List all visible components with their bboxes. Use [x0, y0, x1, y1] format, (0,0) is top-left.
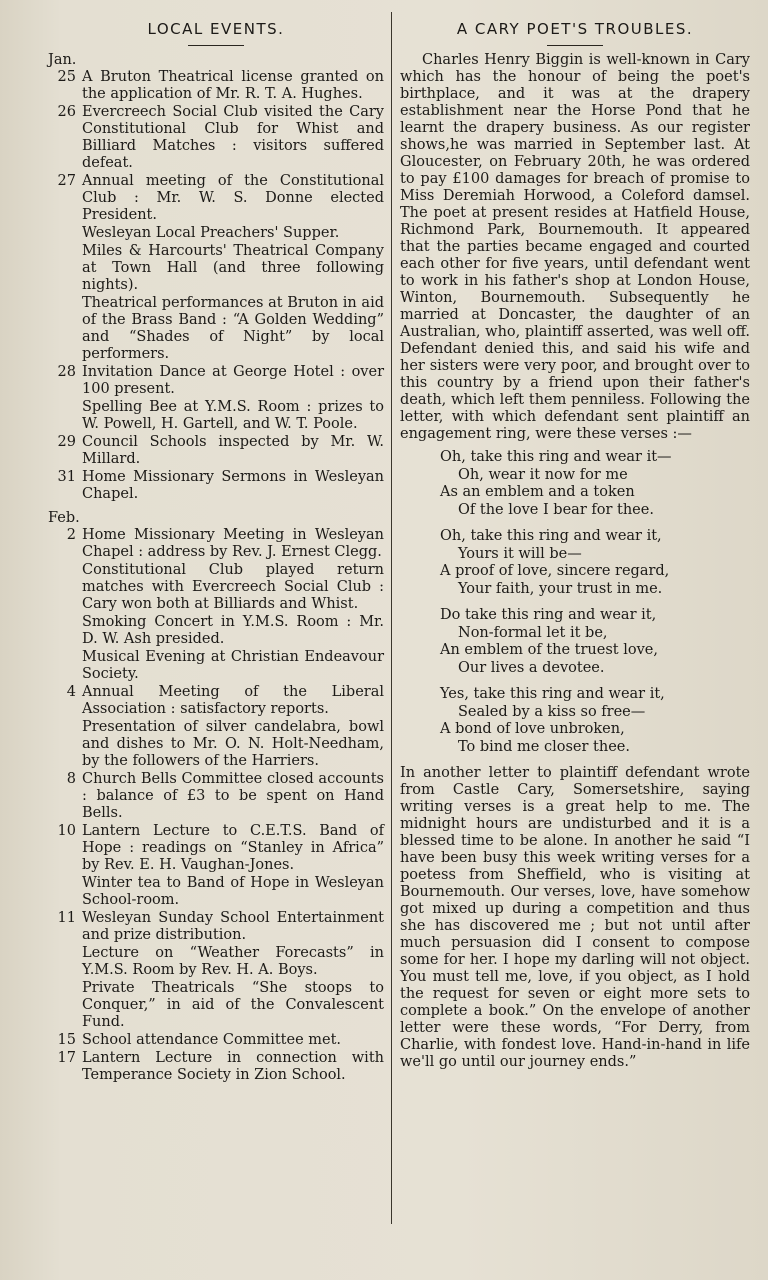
- event-entry: Wesleyan Local Preachers' Supper.: [82, 225, 340, 241]
- poem-line: Your faith, your trust in me.: [458, 580, 663, 597]
- poem-line: Yes, take this ring and wear it,: [440, 686, 665, 702]
- poem-stanza: [440, 607, 750, 677]
- day-number: 4: [66, 684, 76, 700]
- day-item: [48, 527, 384, 684]
- day-number: 11: [57, 910, 76, 926]
- event-entry: Smoking Concert in Y.M.S. Room : Mr. D. W. Ash presided.: [82, 614, 384, 647]
- day-number: 15: [57, 1032, 76, 1048]
- event-entry: Evercreech Social Club visited the Cary Constitutional Club for Whist and Billiard Matches : visitors suffered defeat.: [82, 104, 384, 171]
- day-item: [48, 104, 384, 173]
- poem-line: Yours it will be—: [458, 545, 582, 562]
- article-intro-paragraph: Charles Henry Biggin is well-known in Cary which has the honour of being the poet's birthplace, and it was at the drapery establishment near the Horse Pond that he learnt the drapery business. As our register shows,he was married in September last. At Gloucester, on February 20th, he was ordered to pay £100 damages for breach of promise to Miss Deremiah Horwood, a Coleford damsel. The poet at present resides at Hatfield House, Richmond Park, Bournemouth. It appeared that the parties became engaged and courted each other for five years, until defendant went to work in his father's shop at London House, Winton, Bournemouth. Subsequently he married at Doncaster, the daughter of an Australian, who, plaintiff asserted, was well off. Defendant denied this, and said his wife and her sisters were very poor, and brought over to this country by a friend upon their father's death, which left them penniless. Following the letter, with which defendant sent plaintiff an engagement ring, were these verses :—: [400, 52, 750, 442]
- day-number: 17: [57, 1050, 76, 1066]
- poem-line: A proof of love, sincere regard,: [440, 563, 670, 579]
- local-events-column: [48, 16, 384, 1085]
- poem-stanza: [440, 528, 750, 598]
- day-number: 25: [57, 69, 76, 85]
- day-item: [48, 684, 384, 771]
- poem-line: As an emblem and a token: [440, 484, 635, 500]
- day-number: 29: [57, 434, 76, 450]
- day-item: [48, 173, 384, 364]
- heading-rule: [188, 45, 244, 46]
- poem-line: Of the love I bear for thee.: [458, 501, 654, 518]
- day-number: 28: [57, 364, 76, 380]
- local-events-heading: LOCAL EVENTS.: [147, 20, 285, 38]
- event-entry: Lantern Lecture in connection with Temperance Society in Zion School.: [82, 1050, 384, 1083]
- month-label: Feb.: [48, 510, 80, 526]
- day-number: 2: [66, 527, 76, 543]
- day-item: [48, 771, 384, 823]
- event-entry: Wesleyan Sunday School Entertainment and prize distribution.: [82, 910, 384, 943]
- heading-rule: [547, 45, 603, 46]
- day-number: 27: [57, 173, 76, 189]
- event-entry: Home Missionary Meeting in Wesleyan Chapel : address by Rev. J. Ernest Clegg.: [82, 527, 384, 560]
- event-entry: Presentation of silver candelabra, bowl and dishes to Mr. O. N. Holt-Needham, by the followers of the Harriers.: [82, 719, 384, 769]
- event-entry: Lecture on “Weather Forecasts” in Y.M.S. Room by Rev. H. A. Boys.: [82, 945, 384, 978]
- poem-line: Do take this ring and wear it,: [440, 607, 657, 623]
- day-item: [48, 823, 384, 910]
- day-item: [48, 910, 384, 1032]
- article-body: [400, 52, 750, 1071]
- event-entry: Lantern Lecture to C.E.T.S. Band of Hope : readings on “Stanley in Africa” by Rev. E. H. Vaughan-Jones.: [82, 823, 384, 873]
- event-entry: Private Theatricals “She stoops to Conquer,” in aid of the Convalescent Fund.: [82, 980, 384, 1030]
- poem-line: Oh, take this ring and wear it—: [440, 449, 672, 465]
- event-entry: Church Bells Committee closed accounts : balance of £3 to be spent on Hand Bells.: [82, 771, 384, 821]
- day-number: 26: [57, 104, 76, 120]
- day-item: [48, 364, 384, 434]
- poem-line: Oh, wear it now for me: [458, 466, 628, 483]
- event-entry: Theatrical performances at Bruton in aid of the Brass Band : “A Golden Wedding” and “Shades of Night” by local performers.: [82, 295, 384, 362]
- day-item: [48, 69, 384, 104]
- column-divider: [391, 12, 392, 1224]
- month-block: [48, 52, 384, 504]
- poem-line: Oh, take this ring and wear it,: [440, 528, 662, 544]
- event-entry: Annual Meeting of the Liberal Association : satisfactory reports.: [82, 684, 384, 717]
- event-entry: Miles & Harcourts' Theatrical Company at Town Hall (and three following nights).: [82, 243, 384, 293]
- poem-line: Our lives a devotee.: [458, 659, 605, 676]
- event-entry: Home Missionary Sermons in Wesleyan Chapel.: [82, 469, 384, 502]
- day-item: [48, 434, 384, 469]
- day-number: 8: [66, 771, 76, 787]
- event-entry: Invitation Dance at George Hotel : over 100 present.: [82, 364, 384, 397]
- day-item: [48, 1032, 384, 1050]
- event-entry: Council Schools inspected by Mr. W. Millard.: [82, 434, 384, 467]
- event-entry: Spelling Bee at Y.M.S. Room : prizes to W. Powell, H. Gartell, and W. T. Poole.: [82, 399, 384, 432]
- day-number: 10: [57, 823, 76, 839]
- poem: [440, 449, 750, 756]
- day-item: [48, 469, 384, 504]
- day-number: 31: [57, 469, 76, 485]
- article-heading: A CARY POET'S TROUBLES.: [456, 20, 694, 38]
- poem-stanza: [440, 686, 750, 756]
- day-item: [48, 1050, 384, 1085]
- poem-line: Sealed by a kiss so free—: [458, 703, 646, 720]
- month-block: [48, 510, 384, 1085]
- event-entry: School attendance Committee met.: [82, 1032, 342, 1048]
- event-entry: Winter tea to Band of Hope in Wesleyan School-room.: [82, 875, 384, 908]
- article-column: [400, 16, 750, 1071]
- poem-line: Non-formal let it be,: [458, 624, 608, 641]
- poem-line: A bond of love unbroken,: [440, 721, 625, 737]
- article-closing-paragraph: In another letter to plaintiff defendant wrote from Castle Cary, Somersetshire, saying writing verses is a great help to me. The midnight hours are undisturbed and it is a blessed time to be alone. In another he said “I have been busy this week writing verses for a poetess from Sheffield, who is visiting at Bournemouth. Our verses, love, have somehow got mixed up during a competition and thus she has discovered me ; but not until after much persuasion did I consent to compose some for her. I hope my darling will not object. You must tell me, love, if you object, as I hold the request for seven or eight more sets to complete a book.” On the envelope of another letter were these words, “For Derry, from Charlie, with fondest love. Hand-in-hand in life we'll go until our journey ends.”: [400, 765, 750, 1070]
- month-label: Jan.: [48, 52, 77, 68]
- event-entry: Annual meeting of the Constitutional Club : Mr. W. S. Donne elected President.: [82, 173, 384, 223]
- poem-line: An emblem of the truest love,: [440, 642, 658, 658]
- poem-line: To bind me closer thee.: [458, 738, 630, 755]
- event-entry: A Bruton Theatrical license granted on the application of Mr. R. T. A. Hughes.: [82, 69, 384, 102]
- event-entry: Musical Evening at Christian Endeavour Society.: [82, 649, 384, 682]
- event-entry: Constitutional Club played return matches with Evercreech Social Club : Cary won both at Billiards and Whist.: [82, 562, 384, 612]
- poem-stanza: [440, 449, 750, 519]
